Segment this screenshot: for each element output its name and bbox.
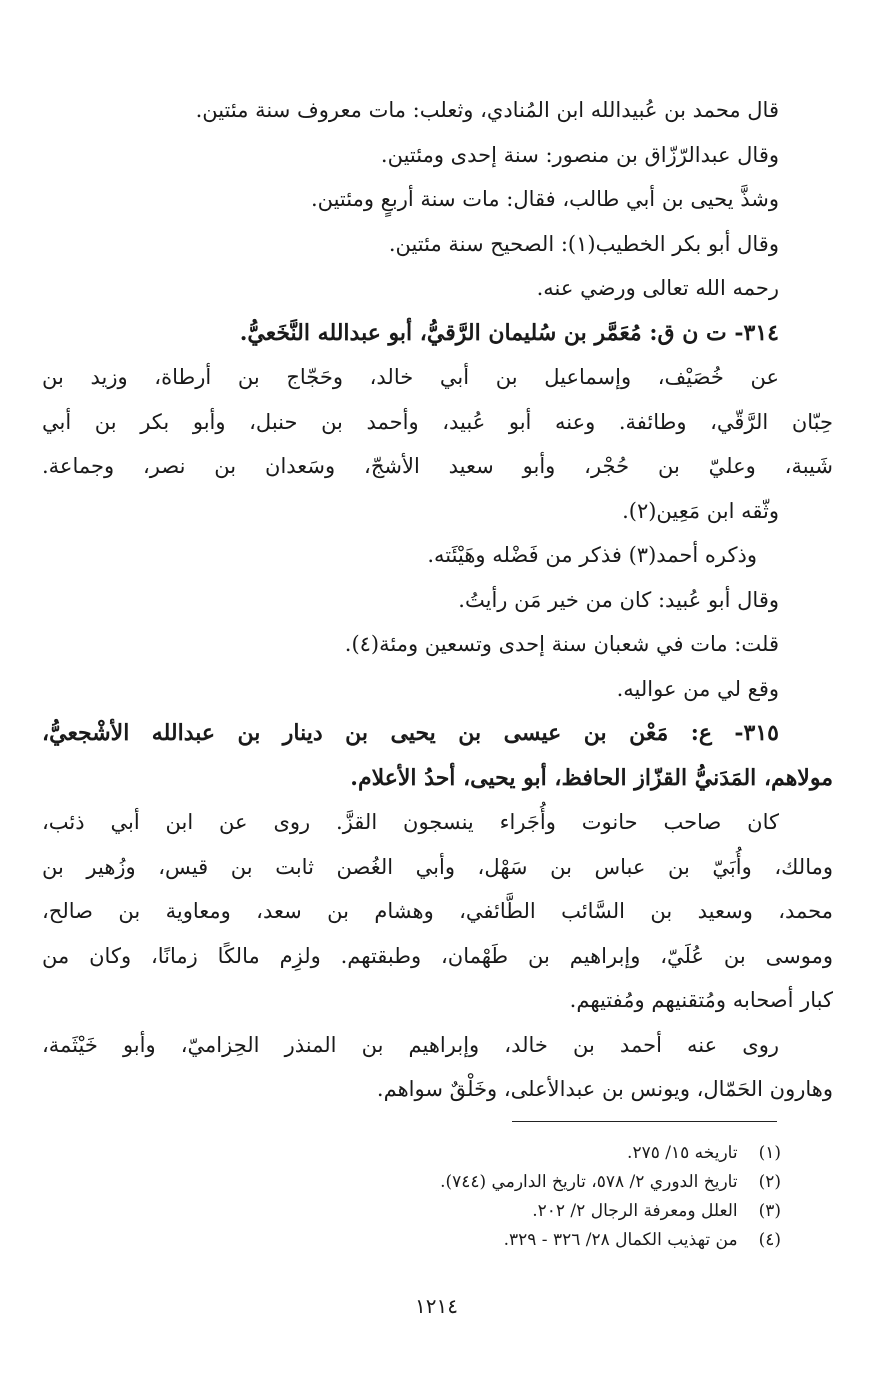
- footnote-text: العلل ومعرفة الرجال ٢/ ٢٠٢.: [532, 1201, 738, 1221]
- text-line: وثّقه ابن مَعِين(٢).: [622, 498, 779, 523]
- text-line: شَيبة، وعليّ بن حُجْر، وأبو سعيد الأشجّ، وسَعدان بن نصر، وجماعة.: [42, 454, 833, 478]
- text-line: قال محمد بن عُبيدالله ابن المُنادي، وثعلب: مات معروف سنة مئتين.: [195, 98, 779, 122]
- text-line: حِبّان الرَّقّي، وطائفة. وعنه أبو عُبيد، وأحمد بن حنبل، وأبو بكر بن أبي: [42, 409, 833, 434]
- footnote-text: من تهذيب الكمال ٢٨/ ٣٢٦ - ٣٢٩.: [503, 1230, 738, 1250]
- text-line: وموسى بن عُلَيّ، وإبراهيم بن طَهْمان، وطبقتهم. ولزِم مالكًا زمانًا، وكان من: [42, 943, 833, 968]
- text-line: وقال أبو بكر الخطيب(١): الصحيح سنة مئتين.: [388, 231, 779, 256]
- footnote-number: (٢): [758, 1172, 781, 1192]
- footnote: [440, 1139, 781, 1168]
- text-line: قلت: مات في شعبان سنة إحدى وتسعين ومئة(٤).: [344, 632, 779, 656]
- text-line: وشذَّ يحيى بن أبي طالب، فقال: مات سنة أربعٍ ومئتين.: [310, 187, 779, 211]
- text-line: كان صاحب حانوت وأُجَراء ينسجون القزَّ. روى عن ابن أبي ذئب،: [42, 810, 779, 834]
- footnote-number: (٤): [758, 1230, 781, 1250]
- page-number: ١٢١٤: [415, 1294, 458, 1318]
- footnote: [440, 1226, 781, 1255]
- text-line: رحمه الله تعالى ورضي عنه.: [536, 276, 779, 300]
- text-line: عن خُصَيْف، وإسماعيل بن أبي خالد، وحَجّاج بن أرطاة، وزيد بن: [42, 365, 779, 389]
- text-line: وهارون الحَمّال، ويونس بن عبدالأعلى، وخَلْقٌ سواهم.: [376, 1077, 833, 1101]
- footnote: [440, 1168, 781, 1197]
- footnote-text: تاريخه ١٥/ ٢٧٥.: [627, 1143, 738, 1163]
- footnote-number: (١): [758, 1143, 781, 1163]
- text-line: روى عنه أحمد بن خالد، وإبراهيم بن المنذر الحِزاميّ، وأبو خَيْثَمة،: [42, 1032, 779, 1057]
- footnote-separator: [512, 1121, 777, 1122]
- entry-heading-315-cont: مولاهم، المَدَنيُّ القزّاز الحافظ، أبو يحيى، أحدُ الأعلام.: [350, 764, 833, 791]
- footnotes: [440, 1139, 781, 1255]
- text-line: وذكره أحمد(٣) فذكر من فَضْله وهَيْئَته.: [427, 543, 757, 567]
- text-line: وقع لي من عواليه.: [616, 676, 779, 701]
- main-text: [42, 88, 833, 1112]
- text-line: ومالك، وأُبَيّ بن عباس بن سَهْل، وأبي الغُصن ثابت بن قيس، وزُهير بن: [42, 854, 833, 879]
- text-line: وقال عبدالرّزّاق بن منصور: سنة إحدى ومئتين.: [380, 142, 779, 167]
- text-line: كبار أصحابه ومُتقنيهم ومُفتيهم.: [569, 988, 833, 1012]
- entry-heading-314: ٣١٤- ت ن ق: مُعَمَّر بن سُليمان الرَّقيُّ، أبو عبدالله النَّخَعيُّ.: [239, 319, 779, 346]
- footnote-text: تاريخ الدوري ٢/ ٥٧٨، تاريخ الدارمي (٧٤٤).: [440, 1172, 738, 1192]
- footnote-number: (٣): [758, 1201, 781, 1221]
- text-line: محمد، وسعيد بن السَّائب الطَّائفي، وهشام بن سعد، ومعاوية بن صالح،: [42, 899, 833, 923]
- entry-heading-315: ٣١٥- ع: مَعْن بن عيسى بن يحيى بن دينار بن عبدالله الأشْجعيُّ،: [42, 720, 779, 746]
- footnote: [440, 1197, 781, 1226]
- text-line: وقال أبو عُبيد: كان من خير مَن رأيتُ.: [458, 587, 779, 612]
